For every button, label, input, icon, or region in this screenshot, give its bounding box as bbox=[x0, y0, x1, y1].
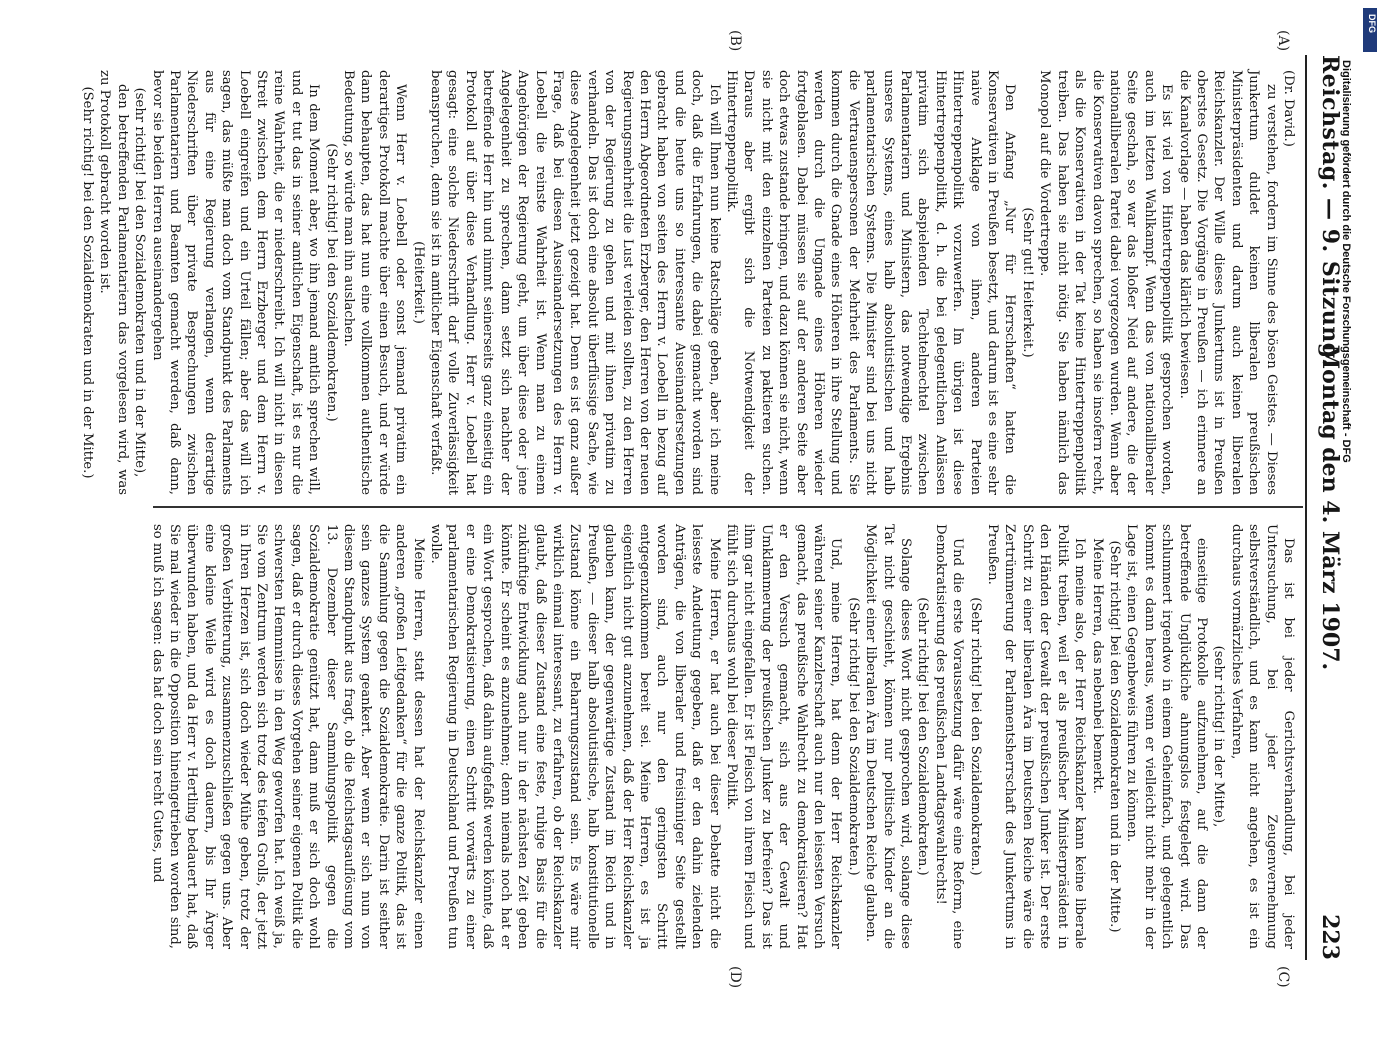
paragraph: zu verstehen, fordern im Sinne des bösen Geistes. — Dieses Junkertum duldet keinen liberalen preußischen Ministerpräsidenten und darum auch keinen liberalen Reichskanzler. Der Wille dieses Junkertums ist in Preußen oberstes Gesetz. Die Vorgänge in Preußen — ich erinnere an die Kanalvorlage — haben das klärlich bewiesen. bbox=[1176, 70, 1279, 495]
paragraph: Den Anfang „Nur für Herrschaften“ hatten die Konservativen in Preußen besetzt, und darum ist es eine sehr naive Anklage von ihnen, anderen Parteien Hintertreppenpolitik vorzuwerfen. Im übrigen ist diese Hintertreppenpolitik, d. h. die bei gelegentlichen Anlässen privatim sich abspielenden Techtelmechtel zwischen Parlamentariern und Ministern, das notwendige Ergebnis unseres Systems, eines halb absolutistischen und halb parlamentarischen Systems. Die Minister sind bei uns nicht die Vertrauenspersonen der Mehrheit des Parlaments. Sie kommen durch die Gnade eines Höheren in ihre Stellung und werden durch die Ungnade eines Höheren wieder fortgeblasen. Dabei müssen sie auf der anderen Seite aber doch etwas zustande bringen, und dazu können sie nicht, wenn sie nicht mit den einzelnen Parteien zu paktieren suchen. Daraus aber ergibt sich die Notwendigkeit der Hintertreppenpolitik. bbox=[724, 70, 1018, 495]
margin-mark-b: (B) bbox=[727, 30, 743, 52]
interjection: (Sehr richtig! bei den Sozialdemokraten und in der Mitte.) bbox=[1106, 540, 1122, 933]
paragraph: Und die erste Voraussetzung dafür wäre eine Reform, eine Demokratisierung des preußischen Landtagswahlrechts! bbox=[932, 524, 966, 949]
paragraph: Ich meine also, der Herr Reichskanzler kann keine liberale Politik treiben, weil er als preußischer Ministerpräsident in den Händen der Gewalt der preußischen Junker ist. Der erste Schritt zu einer liberalen Ära im Deutschen Reiche wäre die Zertrümmerung der Parlamentsherrschaft des Junkertums in Preußen. bbox=[985, 524, 1088, 949]
interjection: (Sehr richtig! bei den Sozialdemokraten.) bbox=[845, 597, 861, 876]
header-rule bbox=[1305, 55, 1307, 960]
session-title: Reichstag. — 9. Sitzung. bbox=[1317, 55, 1343, 367]
interjection: (Heiterkeit.) bbox=[410, 241, 426, 324]
paragraph: In dem Moment aber, wo ihn jemand amtlich sprechen will, und er tut das in seiner amtlichen Eigenschaft, ist es nur die reine Wahrheit, die er niederschreibt. Ich will nicht in diesen Streit zwischen dem Herrn Erzberger und dem Herrn v. Loebell eingreifen und ein Urteil fällen; aber das will ich sagen, das müßte man doch vom Standpunkt des Parlaments aus für eine Regierung verlangen, wenn derartige Niederschriften über private Besprechungen zwischen Parlamentariern und Beamten gemacht werden, daß dann, bevor sie beiden Herren auseinandergehen bbox=[149, 70, 322, 495]
margin-mark-c: (C) bbox=[1275, 966, 1291, 988]
speaker-name: (Dr. David.) bbox=[1281, 70, 1296, 147]
paragraph: den betreffenden Parlamentariern das vorgelesen wird, was zu Protokoll gebracht worden ist. bbox=[97, 70, 130, 495]
paragraph: Und, meine Herren, hat denn der Herr Reichskanzler während seiner Kanzlerschaft auch nur den leisesten Versuch gemacht, das preußische Wahlrecht zu demokratisieren? Hat er den Versuch gemacht, sich aus der Gewalt und Umklammerung der preußischen Junker zu befreien? Das ist ihm gar nicht eingefallen. Er ist Fleisch von ihrem Fleisch und fühlt sich durchaus wohl bei dieser Politik. bbox=[724, 524, 844, 949]
margin-mark-d: (D) bbox=[727, 966, 743, 989]
paragraph: Das ist bei jeder Gerichtsverhandlung, bei jeder Untersuchung, bei jeder Zeugenvernehmung selbstverständlich, und es kann nicht angehen, es ist ein durchaus vormärzliches Verfahren, bbox=[1228, 524, 1296, 949]
interjection: (Sehr richtig! bei den Sozialdemokraten.) bbox=[915, 597, 931, 876]
interjection: (sehr richtig! bei den Sozialdemokraten und in der Mitte), bbox=[132, 87, 148, 478]
paragraph: Solange dieses Wort nicht gesprochen wird, solange diese Tat nicht geschieht, können nur politische Kinder an die Möglichkeit einer liberalen Ära im Deutschen Reiche glauben. bbox=[863, 524, 914, 949]
paragraph: einseitige Protokolle aufzunehmen, auf die dann der betreffende Unglückliche ahnungslos festgelegt wird. Das schlummert irgendwo in einem Geheimfach, und gelegentlich kommt es dann heraus, wenn er vielleicht nicht mehr in der Lage ist, einen Gegenbeweis führen zu können. bbox=[1124, 524, 1209, 949]
dfg-logo-text: DFG bbox=[1367, 14, 1377, 33]
session-date: Montag den 4. März 1907. bbox=[1317, 344, 1343, 671]
digitization-note: Digitalisierung gefördert durch die Deutsche Forschungsgemeinschaft - DFG bbox=[1340, 60, 1352, 463]
right-column bbox=[97, 524, 1297, 949]
paragraph: Meine Herren, statt dessen hat der Reichskanzler einen anderen „großen Leitgedanken“ für die ganze Politik, das ist die Sammlung gegen die Sozialdemokratie. Darin ist seither sein ganzes System geankert. Aber wenn er sich nun von diesem Standpunkt aus fragt, ob die Reichstagsauflösung vom 13. Dezember dieser Sammlungspolitik gegen die Sozialdemokratie genützt hat, dann muß er sich doch wohl sagen, daß er durch dieses Vorgehen seiner eigenen Politik die schwersten Hemmnisse in den Weg geworfen hat. Ich weiß ja, Sie vom Zentrum werden sich trotz des tiefen Grolls, der jetzt in Ihren Herzen ist, sich doch wieder Mühe geben, trotz der großen Verbitterung, zusammenzuschließen gegen uns. Aber eine kleine Weile wird es doch dauern, bis Ihr Ärger überwunden haben, und da Herr v. Hertling bedauert hat, daß Sie mal wieder in die Opposition hineingetrieben worden sind, so muß ich sagen: das hat doch sein recht Gutes, und bbox=[149, 524, 426, 949]
dfg-logo bbox=[1363, 8, 1377, 52]
paragraph: Meine Herren, er hat auch bei dieser Debatte nicht die leiseste Andeutung gegeben, daß er den dahin zielenden Anträgen, die von liberaler und freisinniger Seite gestellt worden sind, auch nur den geringsten Schritt entgegenzukommen bereit sei. Meine Herren, es ist ja eigentlich nicht gut anzunehmen, daß der Herr Reichskanzler glauben kann, der gegenwärtige Zustand im Reich und in Preußen, — dieser halb absolutistische, halb konstitutionelle Zustand könne ein Beharrungszustand sein. Es wäre mir wirklich einmal interessant, zu erfahren, ob der Reichskanzler glaubt, daß dieser Zustand eine feste, ruhige Basis für die zukünftige Entwicklung auch nur in der nächsten Zeit geben könnte. Er scheint es anzunehmen; denn niemals noch hat er ein Wort gesprochen, daß dahin aufgefaßt werden könnte, daß er eine Demokratisierung, einen Schritt vorwärts zu einer parlamentarischen Regierung in Deutschland und Preußen tun wolle. bbox=[428, 524, 722, 949]
interjection: (Sehr richtig! bei den Sozialdemokraten.) bbox=[967, 597, 983, 876]
interjection: (Sehr richtig! bei den Sozialdemokraten und in der Mitte.) bbox=[79, 86, 95, 479]
interjection: (Sehr gut! Heiterkeit.) bbox=[1019, 207, 1035, 358]
page-number: 223 bbox=[1317, 914, 1343, 960]
interjection: (Sehr richtig! bei den Sozialdemokraten.) bbox=[323, 143, 339, 422]
paragraph: Ich will Ihnen nun keine Ratschläge geben, aber ich meine doch, daß die Erfahrungen, die dabei gemacht worden sind und die heute uns so interessante Auseinandersetzungen gebracht haben von seiten des Herrn v. Loebell in bezug auf den Herrn Abgeordneten Erzberger, den Herren von der neuen Regierungsmehrheit die Lust verleiden sollten, zu den Herren von der Regierung zu gehen und mit ihnen privatim zu verhandeln. Das ist doch eine absolut überflüssige Sache, wie diese Angelegenheit jetzt gezeigt hat. Denn es ist ganz außer Frage, daß bei diesen Auseinandersetzungen des Herrn v. Loebell die reinste Wahrheit ist. Wenn man zu einem Angehörigen der Regierung geht, um über diese oder jene Angelegenheit zu sprechen, dann setzt sich nachher der betreffende Herr hin und nimmt seinerseits ganz einseitig ein Protokoll auf über diese Verhandlung. Herr v. Loebell hat gesagt: eine solche Niederschrift darf volle Zuverlässigkeit beanspruchen, denn sie ist in amtlicher Eigenschaft verfaßt. bbox=[428, 70, 722, 495]
interjection: (sehr richtig! in der Mitte), bbox=[1211, 645, 1227, 828]
left-column bbox=[79, 70, 1297, 495]
paragraph: Meine Herren, das nebenbei bemerkt. bbox=[1089, 538, 1105, 794]
paragraph: Wenn Herr v. Loebell oder sonst jemand privatim ein derartiges Protokoll machte über einen Besuch, und er würde dann behaupten, das hat nun eine vollkommen authentische Bedeutung, so würde man ihn auslachen. bbox=[341, 70, 409, 495]
paragraph: Es ist viel von Hintertreppenpolitik gesprochen worden, auch im letzten Wahlkampf. Wenn das von nationalliberaler Seite geschah, so war das bloßer Neid auf andere, die der nationalliberalen Partei dabei vorgezogen wurden. Wenn aber die Konservativen davon sprechen, so haben sie insofern recht, als die Konservativen in der Tat keine Hintertreppenpolitik treiben. Das haben sie nicht nötig. Sie haben nämlich das Monopol auf die Vordertreppe. bbox=[1037, 70, 1175, 495]
margin-mark-a: (A) bbox=[1275, 30, 1291, 52]
column-divider bbox=[153, 506, 1303, 508]
